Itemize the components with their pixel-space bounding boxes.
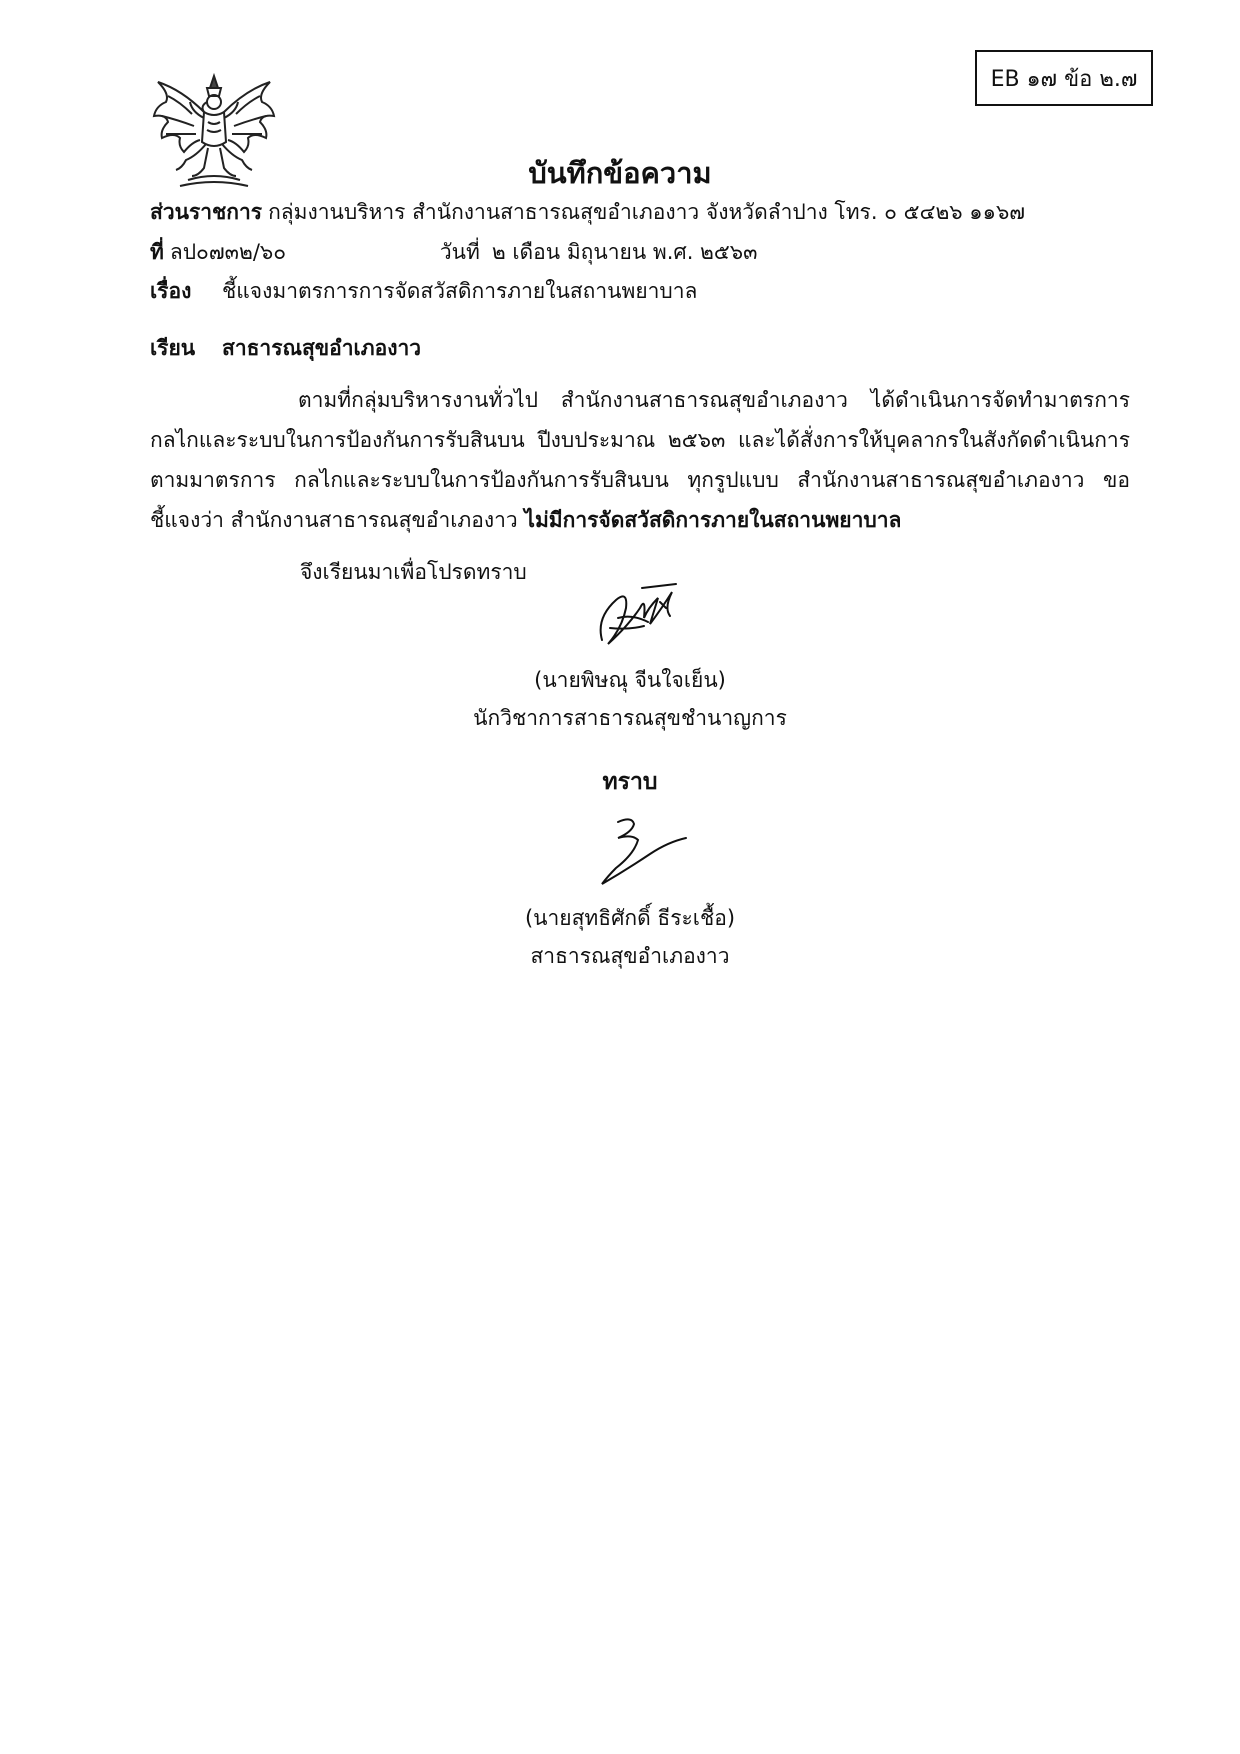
signer-1-name: (นายพิษณุ จีนใจเย็น) bbox=[534, 668, 726, 692]
ref-date-line bbox=[150, 236, 757, 269]
body-paragraph bbox=[150, 380, 1130, 540]
salutation-value: สาธารณสุขอำเภองาว bbox=[222, 336, 422, 360]
signer-2-name: (นายสุทธิศักดิ์ ธีระเชื้อ) bbox=[524, 906, 736, 930]
ref-label: ที่ bbox=[150, 240, 164, 264]
memo-title: บันทึกข้อความ bbox=[528, 156, 712, 190]
signer-1-position: นักวิชาการสาธารณสุขชำนาญการ bbox=[473, 706, 787, 730]
ref-value: ลป๐๗๓๒/๖๐ bbox=[169, 240, 287, 264]
body-text: ตามที่กลุ่มบริหารงานทั่วไป สำนักงานสาธารณสุขอำเภองาว ได้ดำเนินการจัดทำมาตรการ กลไกและระบบในการป้องกันการรับสินบน ปีงบประมาณ ๒๕๖๓ และได้สั่งการให้บุคลากรในสังกัดดำเนินการตามมาตรการ กลไกและระบบในการป้องกันการรับสินบน ทุกรูปแบบ สำนักงานสาธารณสุขอำเภองาว ขอชี้แจงว่า สำนักงานสาธารณสุขอำเภองาว bbox=[150, 388, 1130, 532]
date-label: วันที่ bbox=[439, 240, 480, 264]
salutation-line bbox=[150, 332, 421, 365]
reference-box: EB ๑๗ ข้อ ๒.๗ bbox=[975, 50, 1153, 106]
date-value: ๒ เดือน มิถุนายน พ.ศ. ๒๕๖๓ bbox=[491, 240, 758, 264]
subject-label: เรื่อง bbox=[150, 279, 192, 303]
signature-2-icon bbox=[598, 814, 690, 892]
agency-label: ส่วนราชการ bbox=[150, 200, 263, 224]
acknowledgement-text: ทราบ bbox=[602, 769, 658, 795]
salutation-label: เรียน bbox=[150, 336, 196, 360]
closing-text: จึงเรียนมาเพื่อโปรดทราบ bbox=[300, 560, 527, 584]
body-emphasis: ไม่มีการจัดสวัสดิการภายในสถานพยาบาล bbox=[524, 508, 902, 532]
agency-line bbox=[150, 196, 1025, 229]
signer-2-position: สาธารณสุขอำเภองาว bbox=[530, 944, 730, 968]
agency-value: กลุ่มงานบริหาร สำนักงานสาธารณสุขอำเภองาว จังหวัดลำปาง โทร. ๐ ๕๔๒๖ ๑๑๖๗ bbox=[268, 200, 1026, 224]
subject-line bbox=[150, 275, 697, 308]
signature-1-icon bbox=[588, 578, 688, 650]
subject-value: ชี้แจงมาตรการการจัดสวัสดิการภายในสถานพยาบาล bbox=[222, 279, 698, 303]
